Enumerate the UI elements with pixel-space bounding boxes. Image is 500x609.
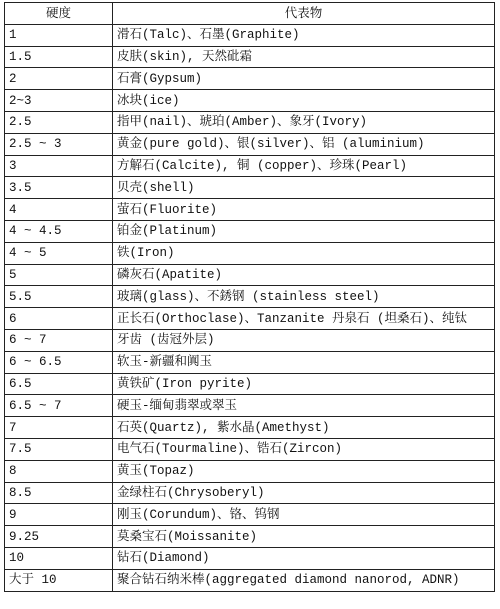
- table-header-row: [5, 3, 495, 25]
- example-cell: 石英(Quartz), 紫水晶(Amethyst): [113, 417, 495, 439]
- hardness-cell: 大于 10: [5, 569, 113, 591]
- hardness-cell: 4 ~ 4.5: [5, 220, 113, 242]
- hardness-cell: 3: [5, 155, 113, 177]
- example-cell: 硬玉-缅甸翡翠或翠玉: [113, 395, 495, 417]
- example-cell: 石膏(Gypsum): [113, 68, 495, 90]
- table-row: [5, 155, 495, 177]
- table-body: [5, 24, 495, 591]
- hardness-cell: 7: [5, 417, 113, 439]
- hardness-cell: 5: [5, 264, 113, 286]
- hardness-cell: 2.5: [5, 111, 113, 133]
- hardness-cell: 2.5 ~ 3: [5, 133, 113, 155]
- example-cell: 冰块(ice): [113, 90, 495, 112]
- table-row: [5, 329, 495, 351]
- table-row: [5, 569, 495, 591]
- hardness-cell: 6: [5, 308, 113, 330]
- example-cell: 铁(Iron): [113, 242, 495, 264]
- hardness-cell: 4 ~ 5: [5, 242, 113, 264]
- example-cell: 金绿柱石(Chrysoberyl): [113, 482, 495, 504]
- table-row: [5, 133, 495, 155]
- hardness-cell: 8: [5, 460, 113, 482]
- table-row: [5, 111, 495, 133]
- table-row: [5, 90, 495, 112]
- hardness-cell: 2~3: [5, 90, 113, 112]
- example-cell: 玻璃(glass)、不銹钢 (stainless steel): [113, 286, 495, 308]
- example-cell: 软玉-新疆和阗玉: [113, 351, 495, 373]
- hardness-cell: 6 ~ 7: [5, 329, 113, 351]
- example-cell: 黄玉(Topaz): [113, 460, 495, 482]
- example-cell: 聚合钻石纳米棒(aggregated diamond nanorod, ADNR): [113, 569, 495, 591]
- example-cell: 方解石(Calcite), 铜 (copper)、珍珠(Pearl): [113, 155, 495, 177]
- hardness-cell: 9: [5, 504, 113, 526]
- table-row: [5, 547, 495, 569]
- example-cell: 黄铁矿(Iron pyrite): [113, 373, 495, 395]
- table-row: [5, 417, 495, 439]
- table-row: [5, 395, 495, 417]
- table-row: [5, 482, 495, 504]
- hardness-cell: 10: [5, 547, 113, 569]
- table-row: [5, 351, 495, 373]
- hardness-cell: 6 ~ 6.5: [5, 351, 113, 373]
- hardness-cell: 4: [5, 199, 113, 221]
- example-cell: 萤石(Fluorite): [113, 199, 495, 221]
- example-cell: 皮肤(skin), 天然砒霜: [113, 46, 495, 68]
- example-cell: 电气石(Tourmaline)、锆石(Zircon): [113, 438, 495, 460]
- hardness-cell: 6.5 ~ 7: [5, 395, 113, 417]
- table-row: [5, 438, 495, 460]
- table-row: [5, 46, 495, 68]
- table-row: [5, 308, 495, 330]
- table-row: [5, 460, 495, 482]
- hardness-cell: 2: [5, 68, 113, 90]
- example-cell: 指甲(nail)、琥珀(Amber)、象牙(Ivory): [113, 111, 495, 133]
- example-cell: 贝壳(shell): [113, 177, 495, 199]
- table-row: [5, 504, 495, 526]
- hardness-cell: 6.5: [5, 373, 113, 395]
- table-row: [5, 68, 495, 90]
- table-row: [5, 286, 495, 308]
- hardness-cell: 3.5: [5, 177, 113, 199]
- table-row: [5, 24, 495, 46]
- hardness-table: [4, 2, 495, 592]
- example-cell: 刚玉(Corundum)、铬、钨钢: [113, 504, 495, 526]
- example-cell: 铂金(Platinum): [113, 220, 495, 242]
- example-cell: 牙齿 (齿冠外层): [113, 329, 495, 351]
- table-row: [5, 264, 495, 286]
- example-cell: 黄金(pure gold)、银(silver)、铝 (aluminium): [113, 133, 495, 155]
- table-row: [5, 373, 495, 395]
- table-row: [5, 526, 495, 548]
- hardness-cell: 9.25: [5, 526, 113, 548]
- example-cell: 正长石(Orthoclase)、Tanzanite 丹泉石 (坦桑石)、纯钛: [113, 308, 495, 330]
- example-cell: 莫桑宝石(Moissanite): [113, 526, 495, 548]
- table-row: [5, 177, 495, 199]
- hardness-cell: 8.5: [5, 482, 113, 504]
- table-row: [5, 220, 495, 242]
- hardness-cell: 1: [5, 24, 113, 46]
- hardness-cell: 7.5: [5, 438, 113, 460]
- example-cell: 磷灰石(Apatite): [113, 264, 495, 286]
- column-header-hardness: 硬度: [5, 3, 113, 25]
- table-row: [5, 242, 495, 264]
- hardness-cell: 1.5: [5, 46, 113, 68]
- table-row: [5, 199, 495, 221]
- example-cell: 钻石(Diamond): [113, 547, 495, 569]
- hardness-cell: 5.5: [5, 286, 113, 308]
- example-cell: 滑石(Talc)、石墨(Graphite): [113, 24, 495, 46]
- column-header-example: 代表物: [113, 3, 495, 25]
